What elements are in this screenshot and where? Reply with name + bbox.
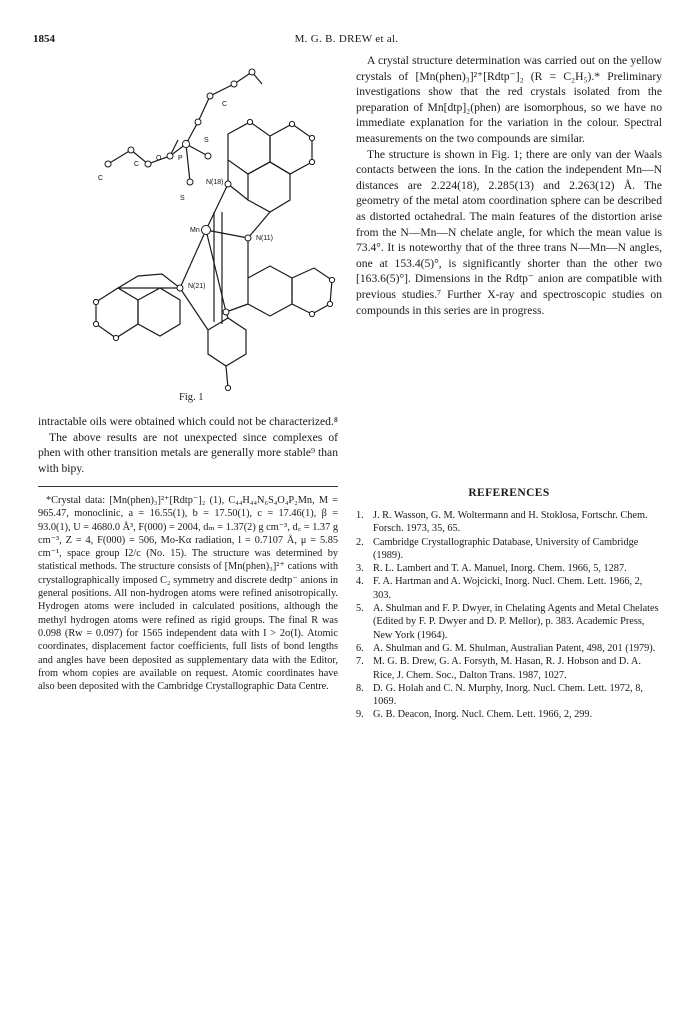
- reference-item: [356, 575, 662, 602]
- paragraph: The above results are not unexpected since complexes of phen with other transition metals are generally more stable⁹ than with bipy.: [38, 430, 338, 475]
- paragraph: A crystal structure determination was carried out on the yellow crystals of [Mn(phen)₃]²⁺[Rdtp⁻]₂ (R = C₂H₅).* Preliminary investigations show that the red crystals isolated from the preparation of Mn[dtp]₂(phen) are isomorphous, so we have no immediate explanation for the variation in the colour. Spectral measurements on the two compounds are similar.: [356, 54, 662, 145]
- atom-label-c1: C: [98, 175, 104, 182]
- reference-text: A. Shulman and G. M. Shulman, Australian Patent, 498, 201 (1979).: [373, 642, 656, 654]
- atom-label-n18: N(18): [206, 179, 224, 186]
- atom-label-c2: C: [134, 161, 140, 168]
- paragraph: The structure is shown in Fig. 1; there are only van der Waals contacts between the ions. In the cation the independent Mn—N distances are 2.224(18), 2.285(13) and 2.263(12) Å. The geometry of the metal atom coordination sphere can be described as distorted octahedral. The main features of the distortion arise from the N—Mn—N chelate angle, for which the mean value is 73.4°. It is noteworthy that of the three trans N—Mn—N angles, one at 153.4(5)°, is significantly shorter than the other two [163.6(5)°]. Dimensions in the Rdtp⁻ anion are compatible with previous studies.⁷ Further X-ray and spectroscopic studies on compounds in this series are in progress.: [356, 147, 662, 317]
- molecule-drawing: [38, 62, 338, 394]
- phen-ring-left: [96, 274, 180, 338]
- footnote-text: *Crystal data: [Mn(phen)₃]²⁺[Rdtp⁻]₂ (1), C₄₄H₄₄N₆S₄O₄P₂Mn, M = 965.47, monoclinic, a = 16.55(1), b = 17.50(1), c = 17.46(1), β = 93.0(1), U = 4680.0 Å³, F(000) = 2004, dₘ = 1.37(2) g cm⁻³, d꜀ = 1.37 g cm⁻³, Z = 4, F(000) = 506, Mo-Kα radiation, l = 0.7107 Å, μ = 5.85 cm⁻¹, space group I2/c (No. 15). The structure was determined by statistical methods. The structure consists of [Mn(phen)₃]²⁺ cations with crystallographically imposed C₂ symmetry and discrete dedtp⁻ anions in general positions. All non-hydrogen atoms were refined anisotropically. Hydrogen atoms were included in calculated positions, although the methyl hydrogen atoms were refined as rigid groups. The final R was 0.098 (Rw = 0.097) for 1565 independent data with I > 2σ(I). Atomic coordinates, displacement factor coefficients, full lists of bond lengths and angles have been deposited as supplementary data with the Editor, from whom copies are available on request. Atomic coordinates have also been deposited with the Cambridge Crystallographic Data Centre.: [38, 495, 338, 693]
- atom-label-mn: Mn: [190, 227, 200, 234]
- atom-label-n21: N(21): [188, 283, 206, 290]
- reference-item: [356, 562, 662, 575]
- atom-label-c3: C: [222, 101, 228, 108]
- reference-text: R. L. Lambert and T. A. Manuel, Inorg. Chem. 1966, 5, 1287.: [373, 563, 627, 575]
- left-column: [38, 414, 338, 476]
- crystal-data-footnote: [38, 494, 338, 693]
- reference-number: 8.: [356, 682, 364, 694]
- atom-label-n11: N(11): [256, 235, 273, 242]
- atom-labels: [98, 101, 273, 290]
- atom-label-s1: S: [204, 137, 209, 144]
- phen-ring-right: [248, 266, 332, 316]
- reference-number: 7.: [356, 656, 364, 668]
- reference-number: 2.: [356, 536, 364, 548]
- reference-item: [356, 655, 662, 682]
- reference-item: [356, 536, 662, 563]
- reference-text: A. Shulman and F. P. Dwyer, in Chelating Agents and Metal Chelates (Edited by F. P. Dwyer and D. P. Mellor), p. 383. Academic Press, New York (1964).: [373, 603, 659, 641]
- reference-text: F. A. Hartman and A. Wojcicki, Inorg. Nucl. Chem. Lett. 1966, 2, 303.: [373, 576, 643, 601]
- reference-item: [356, 602, 662, 642]
- figure-caption: Fig. 1: [179, 392, 204, 403]
- reference-item: [356, 509, 662, 536]
- reference-text: D. G. Holah and C. N. Murphy, Inorg. Nucl. Chem. Lett. 1972, 8, 1069.: [373, 682, 643, 708]
- reference-text: Cambridge Crystallographic Database, University of Cambridge (1989).: [373, 536, 639, 561]
- right-column: [356, 53, 662, 318]
- atom-label-s2: S: [180, 195, 185, 202]
- reference-number: 1.: [356, 510, 364, 521]
- references-heading: REFERENCES: [468, 487, 550, 499]
- reference-number: 4.: [356, 576, 364, 588]
- reference-text: G. B. Deacon, Inorg. Nucl. Chem. Lett. 1966, 2, 299.: [373, 709, 593, 721]
- reference-number: 6.: [356, 642, 364, 654]
- phen-ring-upper: [228, 122, 312, 212]
- molecular-structure-figure: [38, 62, 338, 394]
- paragraph: intractable oils were obtained which could not be characterized.⁸: [38, 415, 338, 428]
- footnote-rule: [38, 486, 338, 487]
- anion-bonds: [108, 72, 262, 182]
- reference-number: 5.: [356, 603, 364, 615]
- reference-item: [356, 708, 662, 721]
- reference-item: [356, 642, 662, 655]
- running-head: M. G. B. DREW et al.: [294, 33, 399, 45]
- page-number: 1854: [33, 33, 55, 45]
- reference-item: [356, 682, 662, 709]
- atom-label-p: P: [178, 155, 183, 162]
- phen-ring-lower: [208, 318, 246, 388]
- reference-number: 9.: [356, 709, 364, 721]
- reference-number: 3.: [356, 563, 364, 575]
- reference-text: J. R. Wasson, G. M. Woltermann and H. Stoklosa, Fortschr. Chem. Forsch. 1973, 35, 65.: [373, 510, 648, 535]
- reference-text: M. G. B. Drew, G. A. Forsyth, M. Hasan, R. J. Hobson and D. A. Rice, J. Chem. Soc., Dalton Trans. 1987, 1027.: [373, 656, 641, 681]
- atom-label-o: O: [156, 155, 162, 162]
- reference-list: [356, 509, 662, 722]
